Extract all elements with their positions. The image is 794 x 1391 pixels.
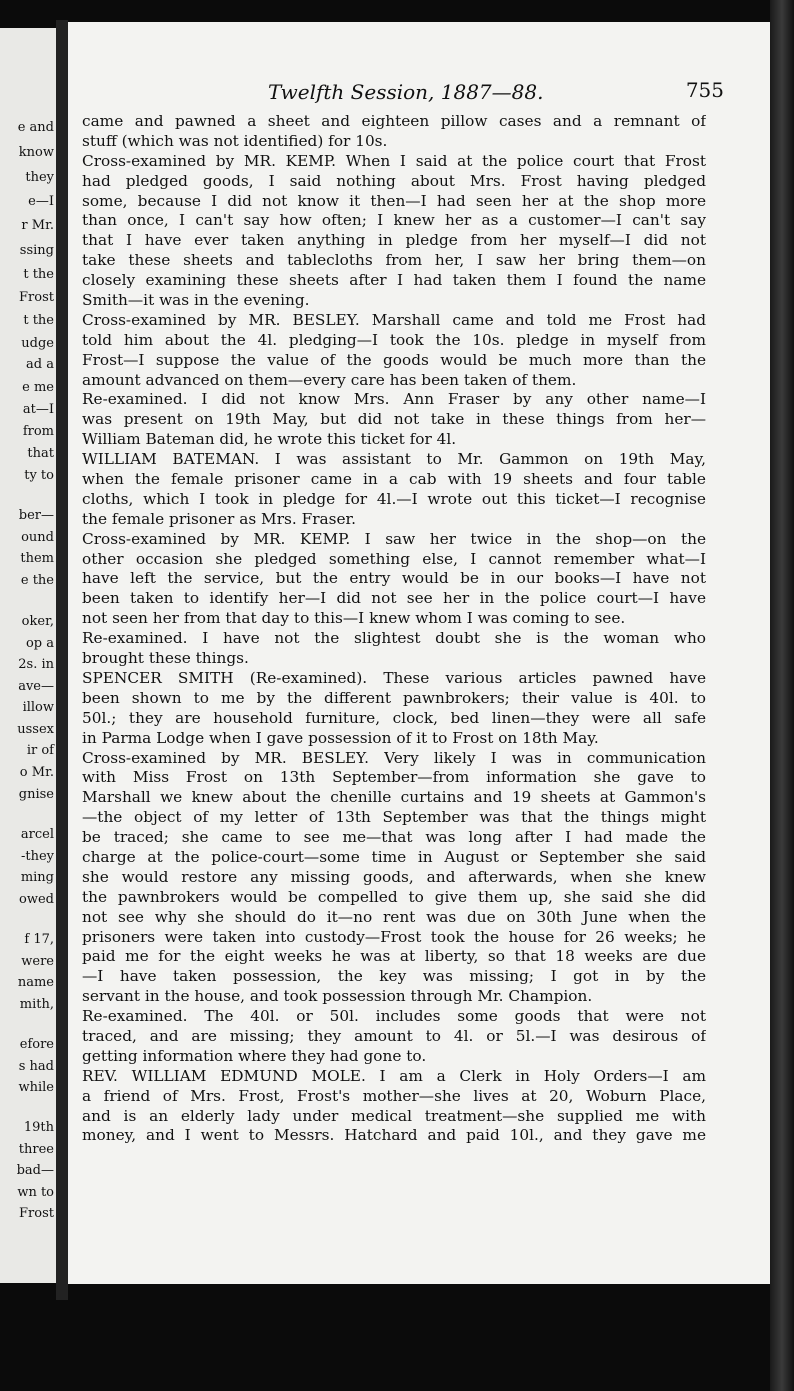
facing-page-fragment: -they <box>20 849 54 864</box>
text-line: Frost—I suppose the value of the goods would be much more than the <box>82 350 706 369</box>
text-line: take these sheets and tablecloths from her, I saw her bring them—on <box>82 251 706 270</box>
book-gutter <box>56 20 68 1300</box>
text-line: with Miss Frost on 13th September—from information she gave to <box>82 768 706 787</box>
facing-page-fragment: op a <box>25 636 54 651</box>
text-line: prisoners were taken into custody—Frost took the house for 26 weeks; he <box>82 927 706 946</box>
text-line: charge at the police-court—some time in August or September she said <box>82 847 706 866</box>
facing-page-fragment: efore <box>19 1037 54 1052</box>
text-line: had pledged goods, I said nothing about Mrs. Frost having pledged <box>82 171 706 190</box>
facing-page-fragment: them <box>20 551 54 566</box>
facing-page-fragment: name <box>17 975 54 990</box>
text-line: stuff (which was not identified) for 10s. <box>82 131 388 150</box>
facing-page-fragment: Frost <box>19 290 54 305</box>
text-line: and is an elderly lady under medical treatment—she supplied me with <box>82 1106 706 1125</box>
facing-page-fragment: s had <box>18 1059 54 1074</box>
facing-page-fragment: e and <box>17 120 54 135</box>
facing-page-fragment: e the <box>20 573 54 588</box>
facing-page-fragment: that <box>27 446 54 461</box>
document-page <box>68 22 770 1284</box>
text-line: than once, I can't say how often; I knew her as a customer—I can't say <box>82 211 706 230</box>
facing-page-fragment: ir of <box>26 743 54 758</box>
text-line: 50l.; they are household furniture, clock, bed linen—they were all safe <box>82 708 706 727</box>
facing-page-fragment: while <box>18 1080 54 1095</box>
text-line: was present on 19th May, but did not take in these things from her— <box>82 410 706 429</box>
facing-page-fragment: e—I <box>28 194 54 209</box>
text-line: Cross-examined by MR. KEMP. I saw her twice in the shop—on the <box>82 529 706 548</box>
text-line: been shown to me by the different pawnbrokers; their value is 40l. to <box>82 688 706 707</box>
text-line: amount advanced on them—every care has been taken of them. <box>82 370 577 389</box>
text-line: Smith—it was in the evening. <box>82 291 310 310</box>
text-line: Re-examined. I did not know Mrs. Ann Fraser by any other name—I <box>82 390 706 409</box>
text-line: cloths, which I took in pledge for 4l.—I wrote out this ticket—I recognise <box>82 489 706 508</box>
text-line: not seen her from that day to this—I knew whom I was coming to see. <box>82 609 626 628</box>
facing-page-fragment: ound <box>21 530 54 545</box>
text-line: some, because I did not know it then—I had seen her at the shop more <box>82 191 706 210</box>
text-line: William Bateman did, he wrote this ticket for 4l. <box>82 430 457 449</box>
text-line: not see why she should do it—no rent was due on 30th June when the <box>82 907 706 926</box>
facing-page-fragment: at—I <box>22 402 54 417</box>
facing-page-fragment: o Mr. <box>19 765 54 780</box>
facing-page-fragment: ad a <box>26 357 54 372</box>
facing-page-fragment: oker, <box>21 614 54 629</box>
facing-page-fragment: Frost <box>19 1206 54 1221</box>
facing-page-fragment: 19th <box>23 1120 54 1135</box>
text-line: REV. WILLIAM EDMUND MOLE. I am a Clerk in Holy Orders—I am <box>82 1066 706 1085</box>
text-line: that I have ever taken anything in pledge from her myself—I did not <box>82 231 706 250</box>
facing-page-fragment: three <box>18 1142 54 1157</box>
text-line: Cross-examined by MR. BESLEY. Marshall came and told me Frost had <box>82 310 706 329</box>
facing-page-fragment: e me <box>22 380 54 395</box>
facing-page-fragment: owed <box>19 892 54 907</box>
text-line: servant in the house, and took possession through Mr. Champion. <box>82 987 593 1006</box>
facing-page-fragment: ming <box>20 870 54 885</box>
facing-page-fragment: ssing <box>19 243 54 258</box>
facing-page-fragment: mith, <box>19 997 54 1012</box>
page-number: 755 <box>685 78 724 102</box>
text-line: came and pawned a sheet and eighteen pillow cases and a remnant of <box>82 112 706 130</box>
text-line: —the object of my letter of 13th September was that the things might <box>82 808 706 827</box>
facing-page-fragment: ave— <box>18 679 54 694</box>
facing-page-fragment: r Mr. <box>21 218 54 233</box>
text-line: the female prisoner as Mrs. Fraser. <box>82 509 357 528</box>
text-line: getting information where they had gone to. <box>82 1046 427 1065</box>
running-head <box>68 78 770 108</box>
facing-page-fragment: ber— <box>18 508 54 523</box>
text-line: Marshall we knew about the chenille curtains and 19 sheets at Gammon's <box>82 788 706 807</box>
text-line: Re-examined. The 40l. or 50l. includes some goods that were not <box>82 1007 706 1026</box>
facing-page-fragment: t the <box>23 313 54 328</box>
text-line: Cross-examined by MR. BESLEY. Very likely I was in communication <box>82 748 706 767</box>
book-edge <box>770 0 794 1391</box>
facing-page-fragment: t the <box>23 267 54 282</box>
text-line: SPENCER SMITH (Re-examined). These various articles pawned have <box>82 668 706 687</box>
text-line: —I have taken possession, the key was missing; I got in by the <box>82 967 706 986</box>
facing-page-fragment: from <box>22 424 54 439</box>
text-line: been taken to identify her—I did not see her in the police court—I have <box>82 589 706 608</box>
facing-page-fragment: ussex <box>17 722 54 737</box>
header-title: Twelfth Session, 1887—88. <box>268 80 544 104</box>
facing-page-fragment: were <box>21 954 54 969</box>
text-line: Re-examined. I have not the slightest doubt she is the woman who <box>82 629 706 648</box>
text-line: traced, and are missing; they amount to 4l. or 5l.—I was desirous of <box>82 1026 706 1045</box>
facing-page-fragment: ty to <box>24 468 54 483</box>
text-line: she would restore any missing goods, and afterwards, when she knew <box>82 867 706 886</box>
text-line: other occasion she pledged something else, I cannot remember what—I <box>82 549 706 568</box>
text-line: when the female prisoner came in a cab with 19 sheets and four table <box>82 470 706 489</box>
text-line: told him about the 4l. pledging—I took the 10s. pledge in myself from <box>82 330 706 349</box>
facing-page-fragment: illow <box>22 700 54 715</box>
text-line: brought these things. <box>82 649 249 668</box>
text-line: money, and I went to Messrs. Hatchard and paid 10l., and they gave me <box>82 1126 706 1145</box>
facing-page-fragment: 2s. in <box>18 657 54 672</box>
facing-page-fragment: bad— <box>16 1163 54 1178</box>
facing-page-fragment: arcel <box>20 827 54 842</box>
facing-page-fragment: they <box>25 170 54 185</box>
facing-page-fragment: udge <box>21 336 54 351</box>
facing-page-margin <box>0 28 56 1283</box>
facing-page-fragment: f 17, <box>24 932 54 947</box>
text-line: have left the service, but the entry would be in our books—I have not <box>82 569 706 588</box>
text-line: be traced; she came to see me—that was long after I had made the <box>82 828 706 847</box>
text-line: in Parma Lodge when I gave possession of it to Frost on 18th May. <box>82 728 599 747</box>
facing-page-fragment: gnise <box>18 787 54 802</box>
facing-page-fragment: know <box>18 145 54 160</box>
body-text <box>82 112 706 1146</box>
text-line: the pawnbrokers would be compelled to give them up, she said she did <box>82 887 706 906</box>
text-line: closely examining these sheets after I had taken them I found the name <box>82 271 706 290</box>
text-line: paid me for the eight weeks he was at liberty, so that 18 weeks are due <box>82 947 706 966</box>
text-line: WILLIAM BATEMAN. I was assistant to Mr. Gammon on 19th May, <box>82 450 706 469</box>
text-line: Cross-examined by MR. KEMP. When I said at the police court that Frost <box>82 151 706 170</box>
facing-page-fragment: wn to <box>17 1185 54 1200</box>
text-line: a friend of Mrs. Frost, Frost's mother—she lives at 20, Woburn Place, <box>82 1086 706 1105</box>
